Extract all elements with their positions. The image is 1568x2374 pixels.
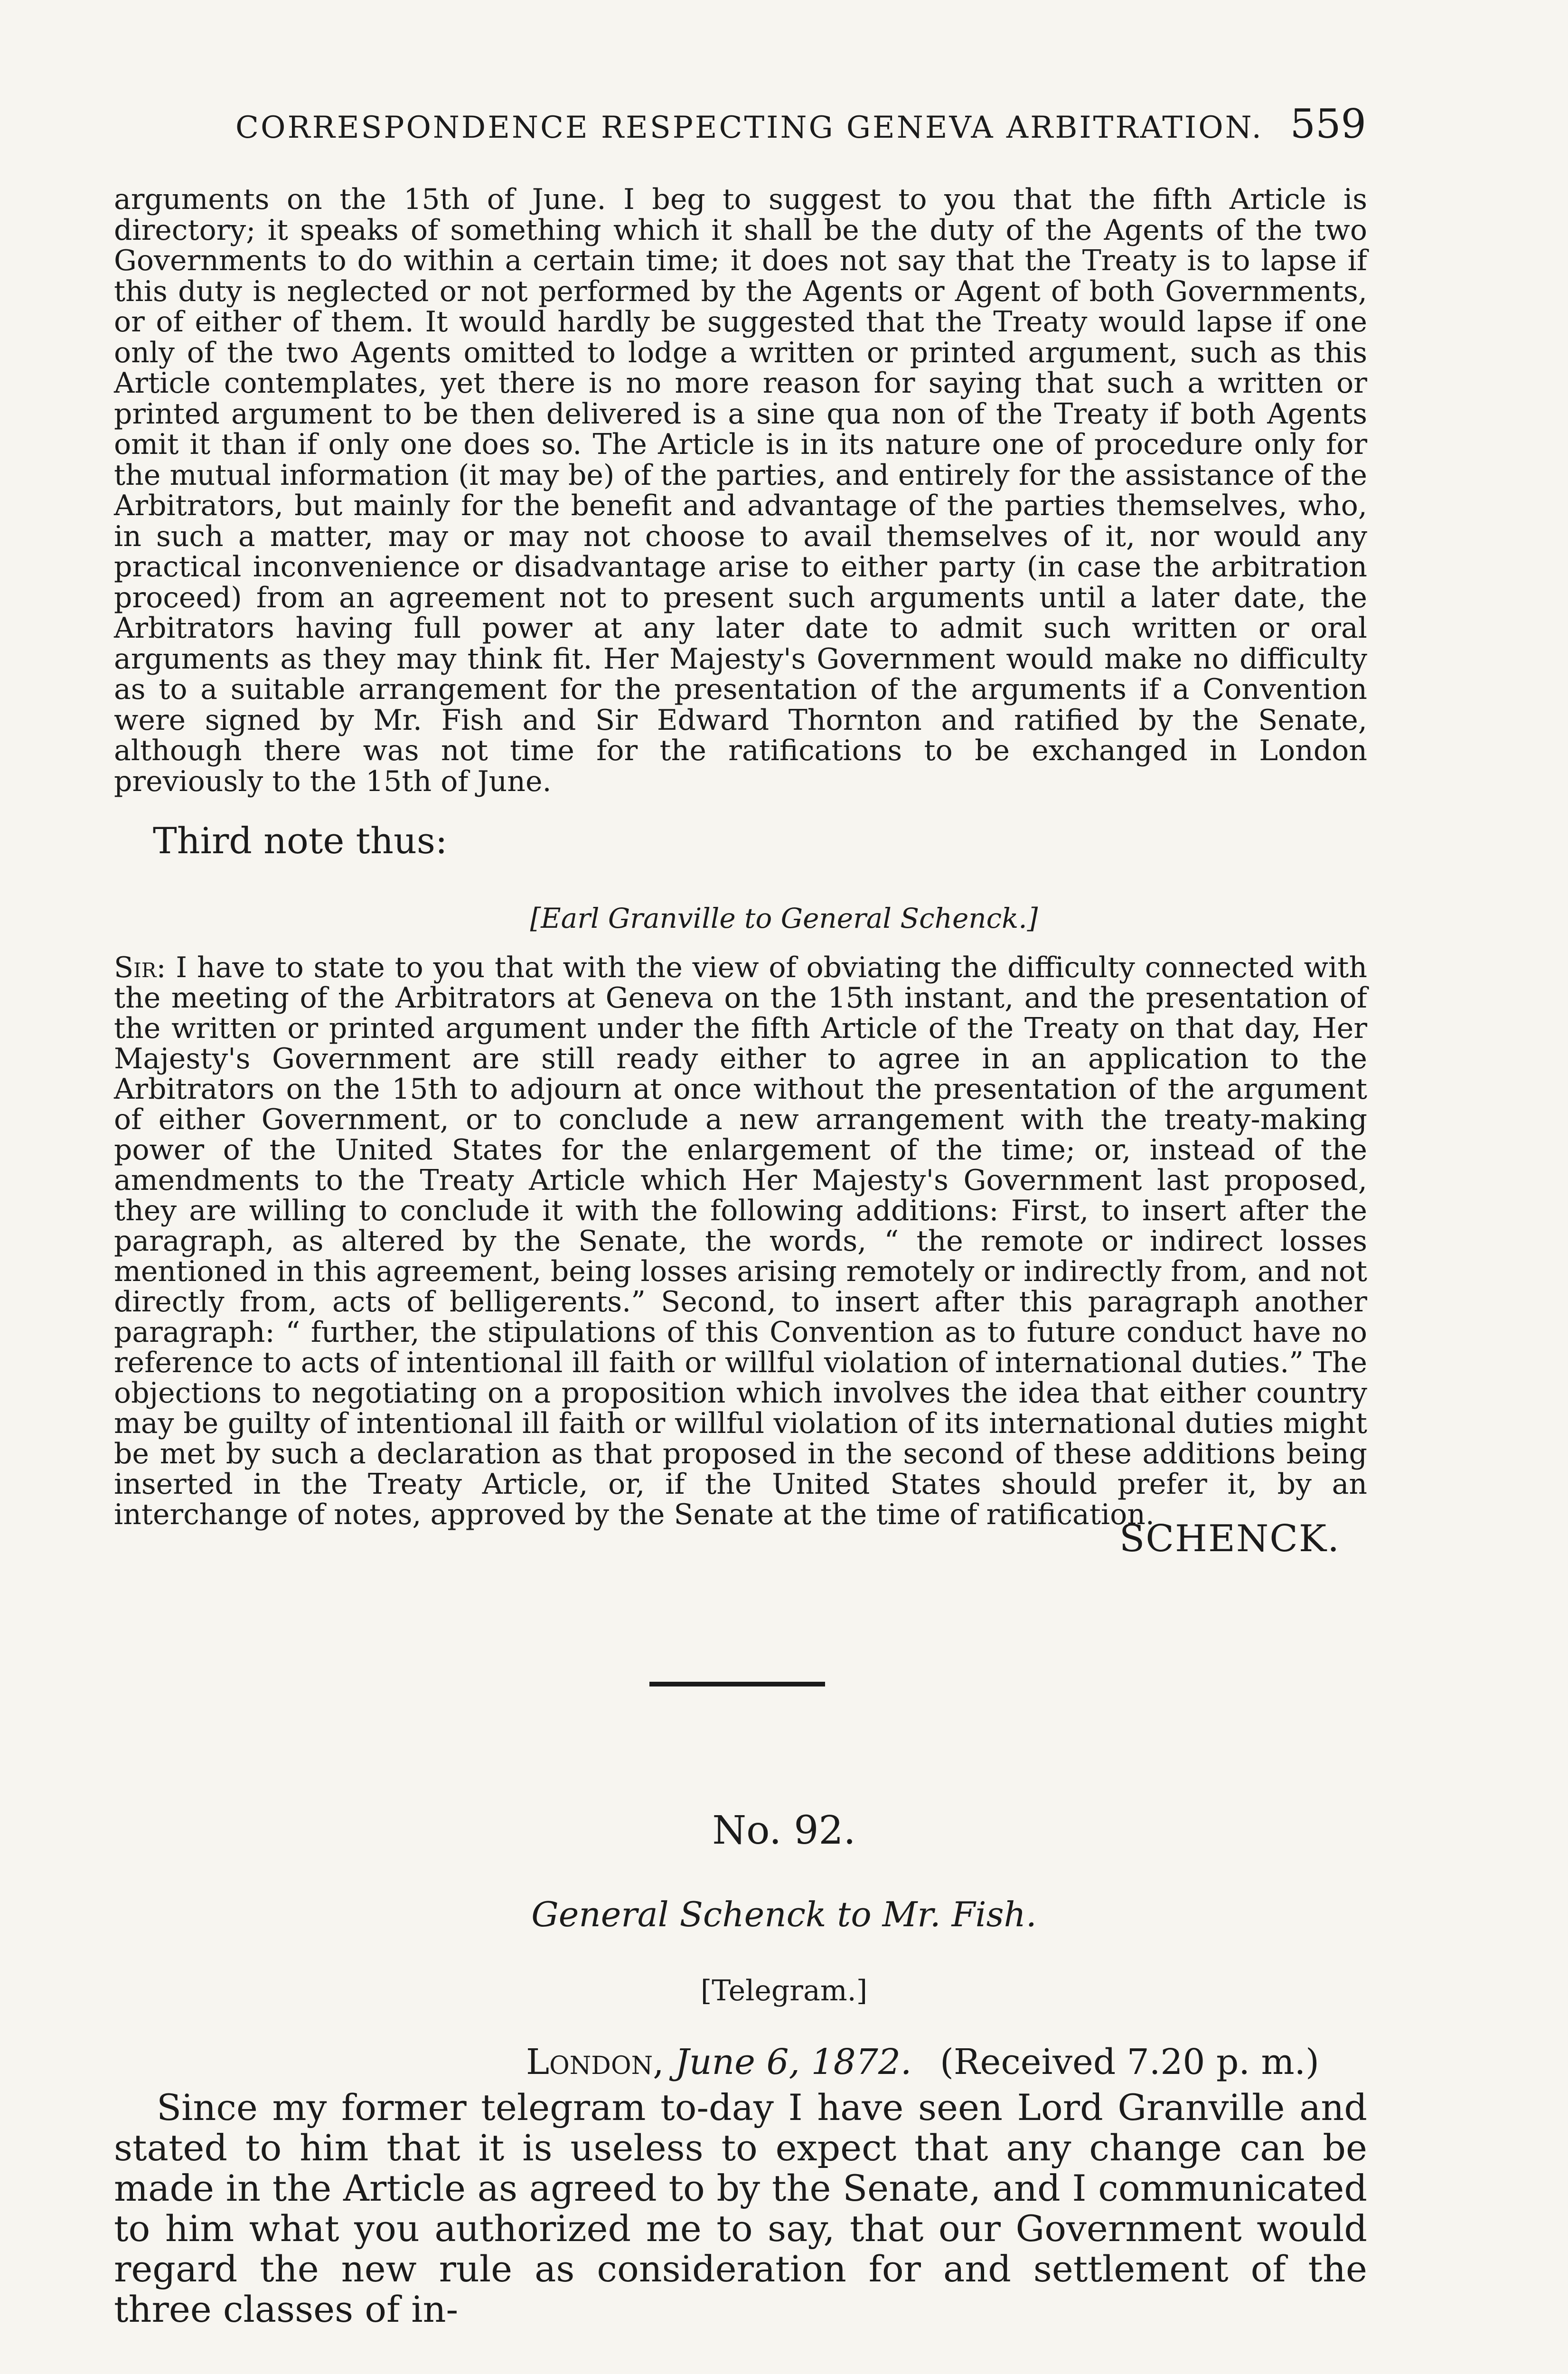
document-number: No. 92. bbox=[712, 1808, 856, 1853]
letter-heading: [Earl Granville to General Schenck.] bbox=[530, 902, 1038, 934]
letter-text: I have to state to you that with the view of obviating the difficulty connected with the meeting of the Arbitrators at Geneva on the 15th instant, and the presentation of the written or printed argument under the fifth Article of the Treaty on that day, Her Majesty's Government are still ready either to agree in an application to the Arbitrators on the 15th to adjourn at once without the presentation of the argument of either Government, or to conclude a new arrangement with the treaty-making power of the United States for the enlargement of the time; or, instead of the amendments to the Treaty Article which Her Majesty's Government last proposed, they are willing to conclude it with the following additions: First, to insert after the paragraph, as altered by the Senate, the words, “ the remote or indirect losses mentioned in this agreement, being losses arising remotely or indirectly from, and not directly from, acts of belligerents.” Second, to insert after this paragraph another paragraph: “ further, the stipulations of this Convention as to future conduct have no reference to acts of intentional ill faith or willful violation of international duties.” The objections to negotiating on a proposition which involves the idea that either country may be guilty of intentional ill faith or willful violation of its international duties might be met by such a declaration as that proposed in the second of these additions being inserted in the Treaty Article, or, if the United States should prefer it, by an interchange of notes, approved by the Senate at the time of ratification. bbox=[114, 951, 1367, 1531]
dateline-place: London, bbox=[526, 2042, 664, 2082]
telegram-body bbox=[114, 2087, 1367, 2329]
document-type: [Telegram.] bbox=[700, 1974, 868, 2007]
page-number: 559 bbox=[1290, 101, 1366, 147]
dateline-date: June 6, 1872. bbox=[675, 2042, 912, 2082]
header-title: CORRESPONDENCE RESPECTING GENEVA ARBITRATION. bbox=[235, 110, 1263, 145]
telegram-text: Since my former telegram to-day I have seen Lord Granville and stated to him that it is useless to expect that any change can be made in the Article as agreed to by the Senate, and I communicated to him what you authorized me to say, that our Government would regard the new rule as consideration for and settlement of the three classes of in- bbox=[114, 2086, 1367, 2330]
intro-line: Third note thus: bbox=[153, 820, 448, 862]
paragraph-argument bbox=[114, 184, 1367, 797]
section-divider bbox=[649, 1682, 825, 1686]
running-header bbox=[235, 101, 1366, 147]
dateline bbox=[526, 2042, 1319, 2082]
document-title: General Schenck to Mr. Fish. bbox=[531, 1894, 1037, 1934]
signature: SCHENCK. bbox=[1119, 1517, 1340, 1560]
paragraph-text: arguments on the 15th of June. I beg to suggest to you that the fifth Article is directory; it speaks of something which it shall be the duty of the Agents of the two Governments to do within a certain time; it does not say that the Treaty is to lapse if this duty is neglected or not performed by the Agents or Agent of both Governments, or of either of them. It would hardly be suggested that the Treaty would lapse if one only of the two Agents omitted to lodge a written or printed argument, such as this Article contemplates, yet there is no more reason for saying that such a written or printed argument to be then delivered is a sine qua non of the Treaty if both Agents omit it than if only one does so. The Article is in its nature one of procedure only for the mutual information (it may be) of the parties, and entirely for the assistance of the Arbitrators, but mainly for the benefit and advantage of the parties themselves, who, in such a matter, may or may not choose to avail themselves of it, nor would any practical inconvenience or disadvantage arise to either party (in case the arbitration proceed) from an agreement not to present such arguments until a later date, the Arbitrators having full power at any later date to admit such written or oral arguments as they may think fit. Her Majesty's Government would make no difficulty as to a suitable arrangement for the presentation of the arguments if a Convention were signed by Mr. Fish and Sir Edward Thornton and ratified by the Senate, although there was not time for the ratifications to be exchanged in London previously to the 15th of June. bbox=[114, 183, 1367, 798]
letter-body bbox=[114, 952, 1367, 1530]
dateline-received: (Received 7.20 p. m.) bbox=[939, 2042, 1320, 2082]
salutation: Sir: bbox=[114, 951, 166, 984]
